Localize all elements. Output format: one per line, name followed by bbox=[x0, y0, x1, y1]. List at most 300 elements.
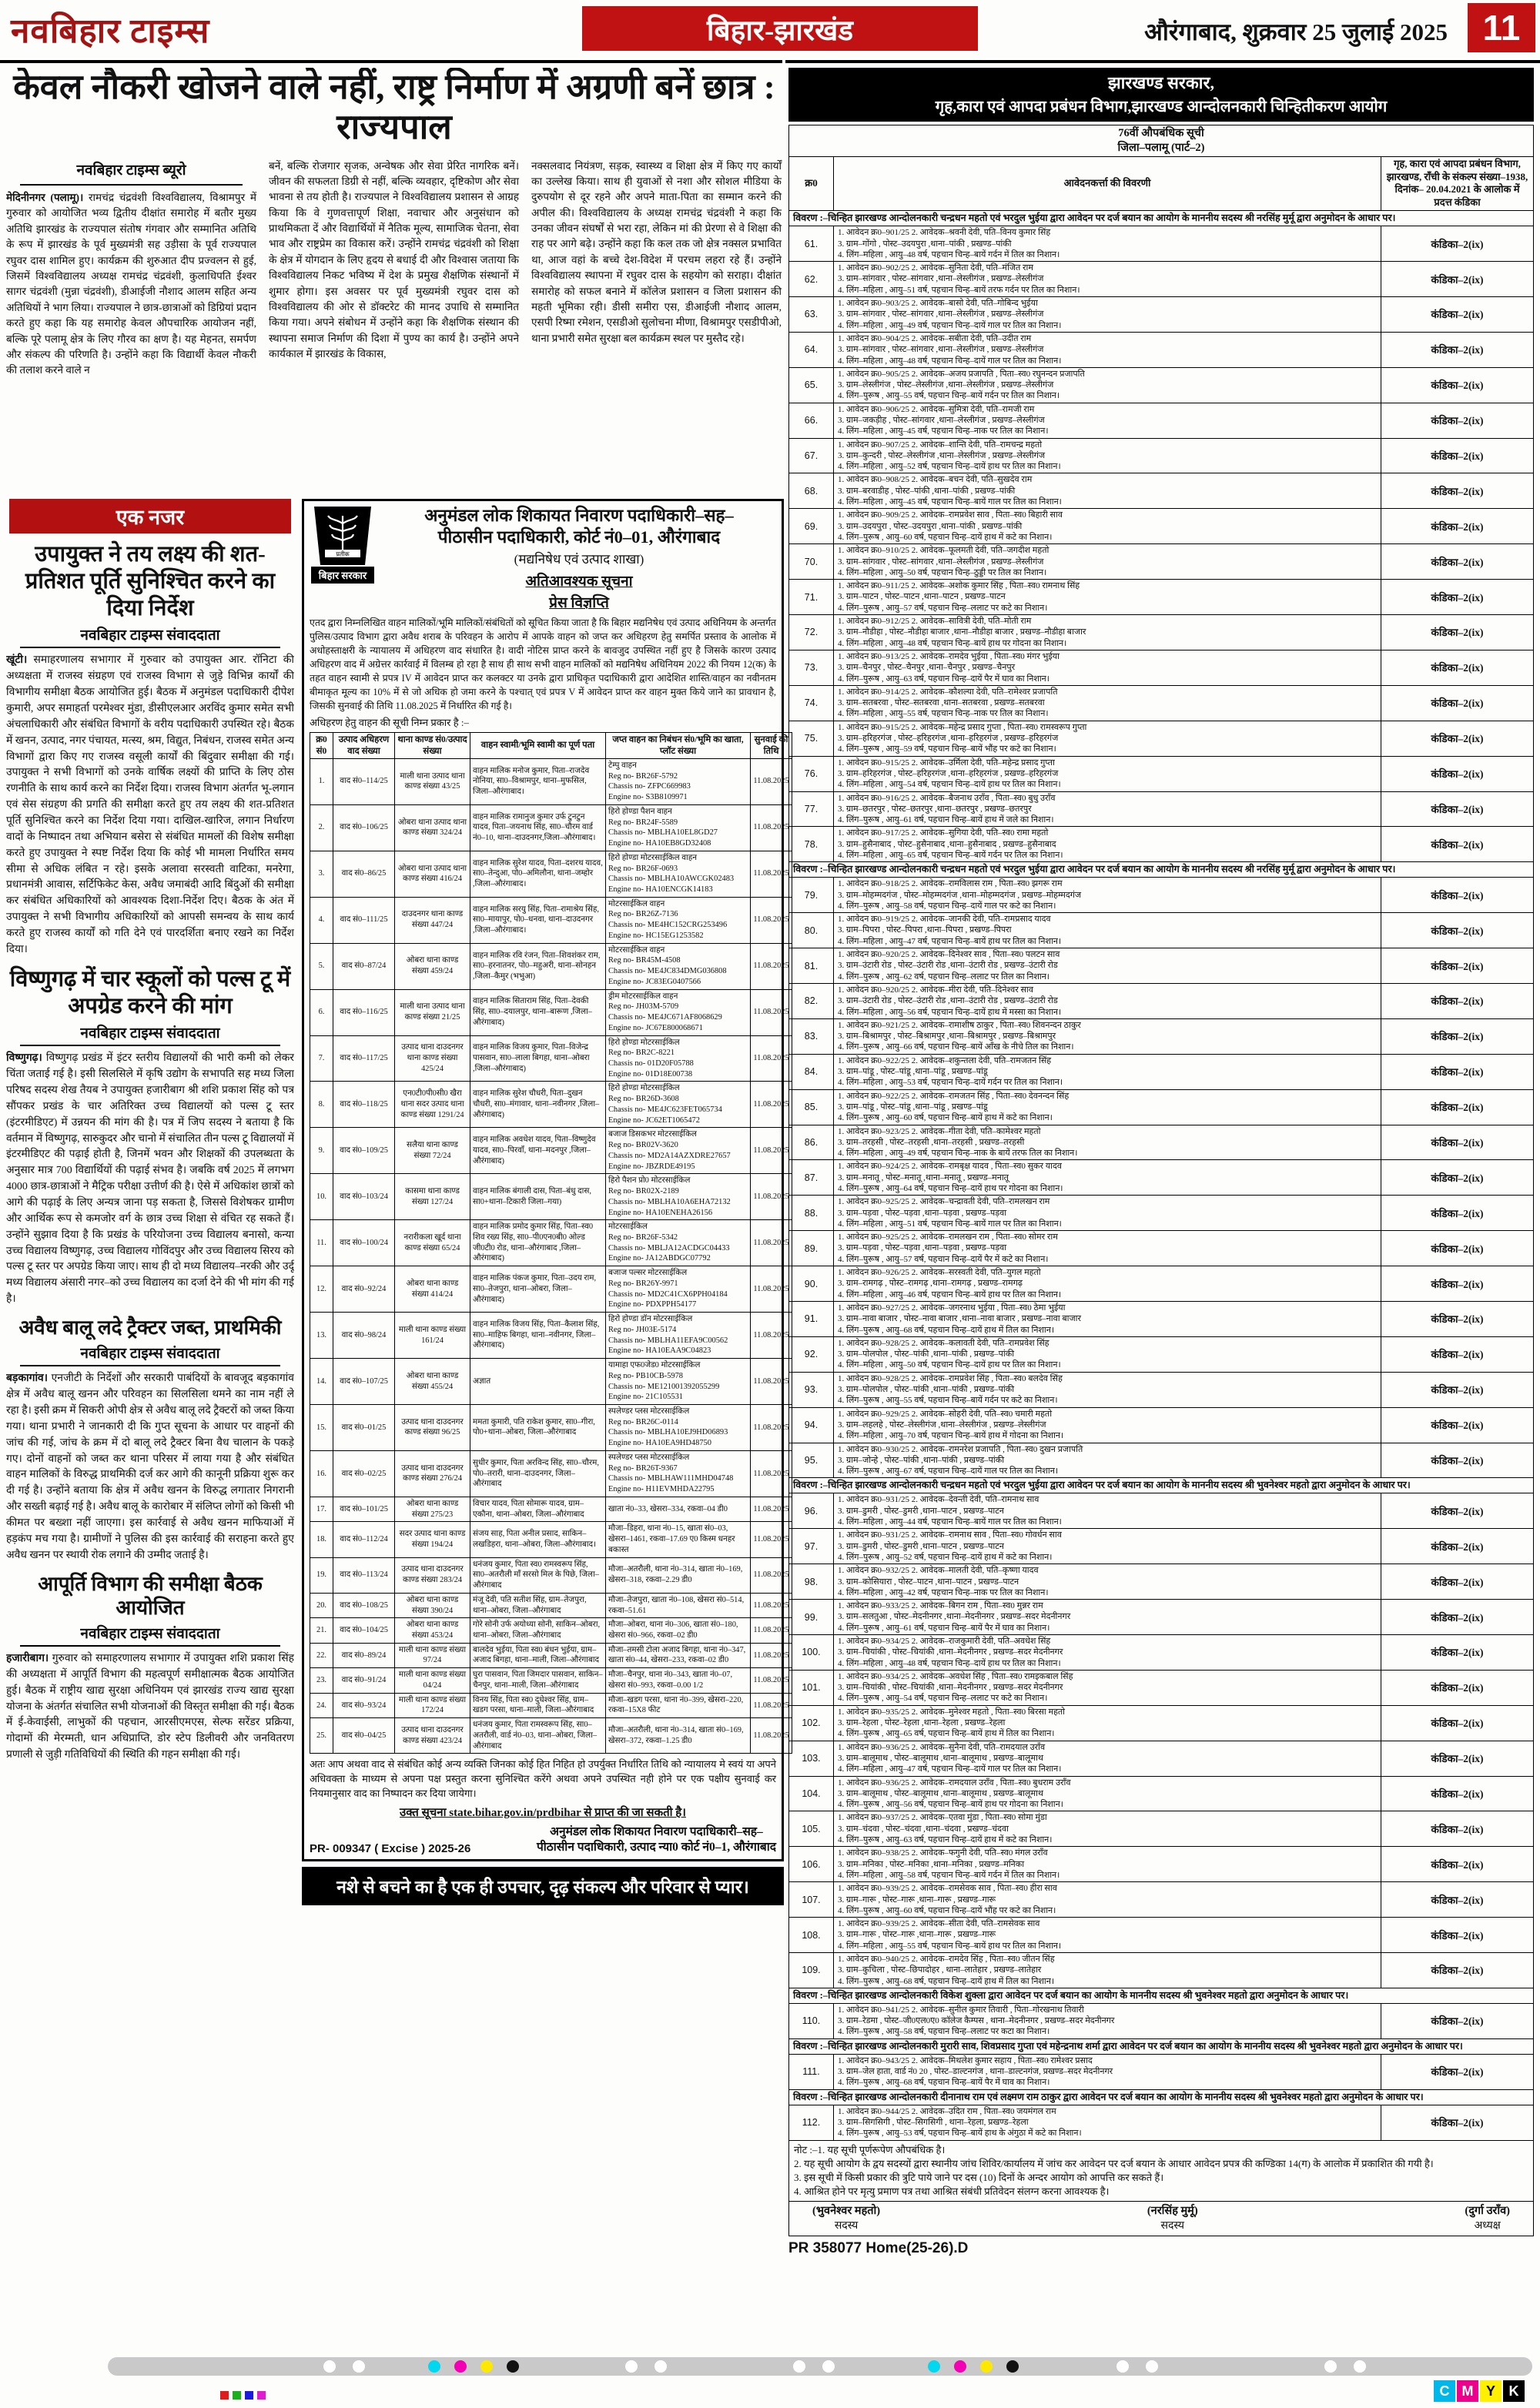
kandika-cell: कंडिका–2(ix) bbox=[1381, 1847, 1534, 1882]
vehicle-line: Engine no- H11EVMHDA22795 bbox=[608, 1485, 715, 1494]
owner-cell: वाहन मालिक सरयु सिंह, पिता–रामाश्रेय सिंह, सा0–मायापुर, पो0–धनवा, थाना–दाउदनगर ,जिला–औरंगाबाद। bbox=[470, 897, 606, 943]
case-no-cell: वाद सं0–117/25 bbox=[333, 1035, 395, 1082]
excise-header-row bbox=[310, 733, 792, 759]
applicant-line3: 4. लिंग–पुरूष , आयु–68 वर्ष, पहचान चिन्ह–दायें हाथ में तिल का निशान। bbox=[838, 1976, 1055, 1986]
serial-cell: 4. bbox=[310, 897, 333, 943]
vehicle-line: Engine no- PDXPPH54177 bbox=[608, 1300, 697, 1309]
color-dot bbox=[454, 2360, 467, 2373]
applicant-cell bbox=[834, 948, 1381, 984]
owner-cell: विचार यादव, पिता सोमारू यादव, ग्राम–एकौना, थाना–ओबरा, जिला–औरंगाबाद bbox=[470, 1497, 606, 1521]
police-case-cell: उत्पाद थाना दाउदनगर काण्ड संख्या 276/24 bbox=[395, 1450, 470, 1497]
vehicle-cell bbox=[606, 758, 751, 804]
case-no-cell: वाद सं0–103/24 bbox=[333, 1174, 395, 1220]
col-kandika: गृह, कारा एवं आपदा प्रबंधन विभाग, झारखण्ड, राँची के संकल्प संख्या–1938, दिनांक– 20.04.2021 के आलोक में प्रदत्त कंडिका bbox=[1381, 156, 1534, 211]
applicant-line1: 1. आवेदन क्र0–905/25 2. आवेदक–अजय प्रजापति , पिता–स्व0 रघुनन्दन प्रजापति bbox=[838, 369, 1085, 379]
owner-cell: वाहन मालिक रामानुज कुमार उर्फ टुनटुन यादव, पिता–जयनाथ सिंह, सा0–चौरम वार्ड नं0–10, थाना–दाउदनगर,जिला–औरंगाबाद। bbox=[470, 804, 606, 851]
serial-cell: 81. bbox=[789, 948, 834, 984]
entry-row bbox=[789, 332, 1534, 367]
serial-cell: 111. bbox=[789, 2054, 834, 2089]
applicant-line3: 4. लिंग–महिला , आयु–45 वर्ष, पहचान चिन्ह–नाक पर तिल का निशान। bbox=[838, 426, 1049, 436]
applicant-line3: 4. लिंग–महिला , आयु–51 वर्ष, पहचान चिन्ह–बायें गाल पर तिल का निशान। bbox=[838, 1219, 1062, 1229]
police-case-cell: ओबरा थाना उत्पाद थाना काण्ड संख्या 416/24 bbox=[395, 851, 470, 897]
article-body: हजारीबाग। गुरुवार को समाहरणालय सभागार में उपायुक्त शशि प्रकाश सिंह की अध्यक्षता में आपूर्ति विभाग की महत्वपूर्ण समीक्षात्मक बैठक आयोजित हुई। बैठक में राष्ट्रीय खाद्य सुरक्षा अधिनियम एवं झारखंड राज्य खाद्य सुरक्षा योजना के अंतर्गत संचालित सभी योजनाओं की विस्तृत समीक्षा की गई। बैठक में ई-केवाईसी, लाभुकों की पहचान, आरसीएमएस, सेल्फ सरेंडर प्रक्रिया, गोदामों की मेरम्मती, धान अधिप्राप्ति, डोर स्टेप डिलीवरी और जनवितरण प्रणाली से जुड़ी गतिविधियों की स्थिति की गहन समीक्षा की गई। bbox=[6, 1652, 294, 1761]
kandika-cell: कंडिका–2(ix) bbox=[1381, 2003, 1534, 2038]
vehicle-cell bbox=[606, 1618, 751, 1643]
kandika-cell: कंडिका–2(ix) bbox=[1381, 1705, 1534, 1741]
case-no-cell: वाद सं0–108/25 bbox=[333, 1593, 395, 1617]
kandika-cell: कंडिका–2(ix) bbox=[1381, 650, 1534, 685]
color-dot bbox=[625, 2360, 638, 2373]
serial-cell: 64. bbox=[789, 332, 834, 367]
vehicle-line: Chassis no- ME4JC623FET065734 bbox=[608, 1105, 722, 1114]
vehicle-line: यामाहा एफ0जेड0 मोटरसाईकिल bbox=[608, 1361, 701, 1370]
signatory-role: सदस्य bbox=[834, 2219, 859, 2232]
color-dot bbox=[428, 2360, 440, 2373]
hearing-date-cell: 11.08.2025 bbox=[751, 1718, 792, 1754]
serial-cell: 95. bbox=[789, 1443, 834, 1478]
vehicle-line: Engine no- HA10ENEHA26156 bbox=[608, 1208, 713, 1217]
kandika-cell: कंडिका–2(ix) bbox=[1381, 544, 1534, 580]
entry-row bbox=[789, 1231, 1534, 1266]
serial-cell: 65. bbox=[789, 367, 834, 403]
owner-cell: वाहन मालिक पंकज कुमार, पिता–उदय राम, सा0–तेजपुरा, थाना–ओबरा, जिला–औरंगाबाद) bbox=[470, 1266, 606, 1313]
applicant-line1: 1. आवेदन क्र0–924/25 2. आवेदक–रामबृक्ष यादव , पिता–स्व0 सुकर यादव bbox=[838, 1162, 1062, 1172]
applicant-line1: 1. आवेदन क्र0–925/25 2. आवेदक–रामलखन राम , पिता–स्व0 सोमर राम bbox=[838, 1232, 1058, 1242]
signatory-name: (नरसिंह मुर्मू) bbox=[1147, 2205, 1198, 2218]
vehicle-line: मौजा–अतरौली, थाना नं0–314, खाता नं0–169, खेसरा–318, रकवा–2.29 डी0 bbox=[608, 1565, 743, 1585]
section-banner: बिहार-झारखंड bbox=[582, 6, 978, 51]
applicant-cell bbox=[834, 262, 1381, 297]
applicant-line2: 3. ग्राम–सतबरवा , पोस्ट–सतबरवा ,थाना–सतबरवा , प्रखण्ड–सतबरवा bbox=[838, 698, 1045, 708]
applicant-line2: 3. ग्राम–गारू , पोस्ट–गारू ,थाना–गारू , प्रखण्ड–गारू bbox=[838, 1930, 996, 1940]
police-case-cell: ओबरा थाना काण्ड संख्या 459/24 bbox=[395, 943, 470, 989]
entry-row bbox=[789, 1054, 1534, 1089]
hearing-date-cell: 11.08.2025 bbox=[751, 989, 792, 1035]
applicant-cell bbox=[834, 791, 1381, 827]
case-no-cell: वाद सं0–116/25 bbox=[333, 989, 395, 1035]
kandika-cell: कंडिका–2(ix) bbox=[1381, 1443, 1534, 1478]
serial-cell: 69. bbox=[789, 509, 834, 544]
applicant-cell bbox=[834, 1160, 1381, 1196]
vehicle-cell bbox=[606, 1718, 751, 1754]
applicant-line2: 3. ग्राम–नौडीहा , पोस्ट–नौडीहा बाजार ,थाना–नौडीहा बाजार , प्रखण्ड–नौडीहा बाजार bbox=[838, 627, 1086, 637]
applicant-cell bbox=[834, 1018, 1381, 1054]
entry-row bbox=[789, 509, 1534, 544]
applicant-line1: 1. आवेदन क्र0–914/25 2. आवेदक–कौशल्या देवी, पति–रामेश्वर प्रजापति bbox=[838, 687, 1058, 697]
applicant-cell bbox=[834, 1443, 1381, 1478]
serial-cell: 82. bbox=[789, 983, 834, 1018]
entry-row bbox=[789, 1882, 1534, 1918]
vehicle-line: Engine no- HA10EA9HD48750 bbox=[608, 1439, 711, 1448]
applicant-cell bbox=[834, 367, 1381, 403]
serial-cell: 90. bbox=[789, 1266, 834, 1302]
vivaran-row bbox=[789, 1988, 1534, 2003]
owner-cell: गोरे सोनी उर्फ अयोध्या सोनी, साकिन–ओबरा, थाना–ओबरा, जिला–औरंगाबाद bbox=[470, 1618, 606, 1643]
article-headline: विष्णुगढ़ में चार स्कूलों को पल्स टू में अपग्रेड करने की मांग bbox=[9, 966, 291, 1018]
vehicle-line: Chassis no- ME121001392055299 bbox=[608, 1382, 720, 1391]
applicant-line3: 4. लिंग–पुरूष , आयु–60 वर्ष, पहचान चिन्ह–बायें हाथ में कटे का निशान। bbox=[838, 1113, 1053, 1123]
applicant-line1: 1. आवेदन क्र0–939/25 2. आवेदक–रामसेवक साव , पिता–स्व0 हीरा साव bbox=[838, 1884, 1057, 1894]
serial-cell: 18. bbox=[310, 1522, 333, 1557]
serial-cell: 77. bbox=[789, 791, 834, 827]
applicant-line2: 3. ग्राम–कुचिला , पोस्ट–छिपादोहर , थाना–लातेहार , प्रखण्ड–लातेहार bbox=[838, 1965, 1042, 1975]
applicant-line1: 1. आवेदन क्र0–943/25 2. आवेदक–मिथलेश कुमार सहाय , पिता–स्व0 रामेश्वर प्रसाद bbox=[838, 2055, 1093, 2065]
kandika-cell: कंडिका–2(ix) bbox=[1381, 1266, 1534, 1302]
hearing-date-cell: 11.08.2025 bbox=[751, 943, 792, 989]
masthead-title: नवबिहार टाइम्स bbox=[11, 12, 210, 50]
applicant-line3: 4. लिंग–पुरूष , आयु–52 वर्ष, पहचान चिन्ह–दायें हाथ में कटे का निशान। bbox=[838, 1552, 1053, 1562]
case-no-cell: वाद सं0–02/25 bbox=[333, 1450, 395, 1497]
vehicle-line: स्पलेण्डर प्लस मोटरसाईकिल bbox=[608, 1453, 690, 1462]
serial-cell: 83. bbox=[789, 1018, 834, 1054]
vehicle-cell bbox=[606, 1593, 751, 1617]
color-dot bbox=[353, 2360, 365, 2373]
dateline: औरंगाबाद, शुक्रवार 25 जुलाई 2025 bbox=[1144, 18, 1448, 45]
applicant-line3: 4. लिंग–पुरूष , आयु–58 वर्ष, पहचान चिन्ह–ललाट पर कटा का निशान। bbox=[838, 2027, 1050, 2037]
applicant-cell bbox=[834, 913, 1381, 948]
police-case-cell: सलैया थाना काण्ड संख्या 72/24 bbox=[395, 1128, 470, 1174]
kandika-cell: कंडिका–2(ix) bbox=[1381, 756, 1534, 791]
note-line: 2. यह सूची आयोग के द्वय सदस्यों द्वारा स्थानीय जांच शिविर/कार्यालय में जांच कर आवेदन पर दर्ज बयान के आधार आवेदन प्रपत्र की कण्डिका 14(ग) के आलोक में प्रकाशित की गयी है। bbox=[794, 2157, 1434, 2169]
info-url: उक्त सूचना state.bihar.gov.in/prdbihar से प्राप्त की जा सकती है। bbox=[400, 1806, 686, 1819]
signatory bbox=[812, 2204, 880, 2232]
article-body: बनें, बल्कि रोजगार सृजक, अन्वेषक और सेवा प्रेरित नागरिक बनें। जीवन की सफलता डिग्री से नहीं, बल्कि व्यवहार, दृष्टिकोण और सेवा भावना से तय होती है। राज्यपाल ने विश्वविद्यालय प्रशासन से आग्रह किया कि वे गुणवत्तापूर्ण शिक्षा, नवाचार और अनुसंधान को प्राथमिकता दें और विद्यार्थियों में नैतिक मूल्य, सामाजिक चेतना, सेवा भाव और राष्ट्रप्रेम का विकास करें। उन्होंने रामचंद्र चंद्रवंशी को शिक्षा के क्षेत्र में योगदान के लिए हृदय से बधाई दी और विश्वास जताया कि विश्वविद्यालय निकट भविष्य में देश के प्रमुख शैक्षणिक संस्थानों में शुमार होगा। इस अवसर पर पूर्व मुख्यमंत्री रघुवर दास को विश्वविद्यालय की ओर से डॉक्टरेट की मानद उपाधि से सम्मानित किया गया। अपने संबोधन में उन्होंने कहा कि शैक्षणिक संस्थान की स्थापना समाज निर्माण की दिशा में पुण्य का कार्य है। उन्होंने अपने कार्यकाल में झारखंड के विकास, bbox=[269, 159, 519, 360]
entry-row bbox=[789, 1301, 1534, 1336]
excise-notice-box bbox=[302, 499, 789, 1861]
serial-cell: 71. bbox=[789, 580, 834, 615]
applicant-cell bbox=[834, 878, 1381, 913]
serial-cell: 108. bbox=[789, 1918, 834, 1953]
case-no-cell: वाद सं0–89/24 bbox=[333, 1643, 395, 1667]
entry-row bbox=[789, 1600, 1534, 1635]
vehicle-cell bbox=[606, 851, 751, 897]
applicant-line3: 4. लिंग–महिला , आयु–56 वर्ष, पहचान चिन्ह–दायें हाथ में मस्सा का निशान। bbox=[838, 1007, 1062, 1017]
entry-row bbox=[789, 650, 1534, 685]
jh-caption-row bbox=[789, 125, 1534, 157]
applicant-line1: 1. आवेदन क्र0–906/25 2. आवेदक–सुमित्रा देवी, पति–रामजी राम bbox=[838, 404, 1035, 414]
applicant-line2: 3. ग्राम–हुसैनाबाद , पोस्ट–हुसैनाबाद ,थाना–हुसैनाबाद , प्रखण्ड–हुसैनाबाद bbox=[838, 839, 1056, 849]
dateline-lede: हजारीबाग। bbox=[6, 1652, 49, 1664]
vehicle-line: Engine no- HA10EB8GD32408 bbox=[608, 839, 711, 848]
vehicle-cell bbox=[606, 1313, 751, 1359]
article-body: नक्सलवाद नियंत्रण, सड़क, स्वास्थ्य व शिक्षा क्षेत्र में किए गए कार्यों का उल्लेख किया। साथ ही युवाओं से नशा और सोशल मीडिया के दुरुपयोग से दूर रहने और अपने माता-पिता का सम्मान करने की अपील की। विश्वविद्यालय के अध्यक्ष रामचंद्र चंद्रवंशी ने कहा कि उनका जीवन संघर्षों से भरा रहा, लेकिन मां की प्रेरणा से वे शिक्षा की राह पर आगे बढ़े। उन्होंने कहा कि कल तक जो क्षेत्र नक्सल प्रभावित था, आज वहां के बच्चे देश-विदेश में परचम लहरा रहे हैं। उन्होंने विश्वविद्यालय स्थापना में रघुवर दास के सहयोग को सराहा। दीक्षांत समारोह को सफल बनाने में कॉलेज प्रशासन व जिला प्रशासन की महती भूमिका रही। डीसी समीरा एस, डीआईजी नौशाद आलम, एसपी रिष्मा रमेशन, एसडीओ सुलोचना मीणा, विश्रामपुर एसडीपीओ, थाना प्रभारी समेत सुरक्षा बल कार्यक्रम स्थल पर मुस्तैद रहे। bbox=[531, 159, 782, 344]
police-case-cell: नरारीकला खूर्द थाना काण्ड संख्या 65/24 bbox=[395, 1220, 470, 1266]
serial-cell: 100. bbox=[789, 1634, 834, 1670]
applicant-line3: 4. लिंग–महिला , आयु–46 वर्ष, पहचान चिन्ह–बायें हाथ पर तिल का निशान। bbox=[838, 1289, 1062, 1299]
applicant-cell bbox=[834, 1634, 1381, 1670]
entry-row bbox=[789, 913, 1534, 948]
vehicle-line: Chassis no- 01D20F05788 bbox=[608, 1059, 694, 1068]
entry-row bbox=[789, 827, 1534, 862]
serial-cell: 8. bbox=[310, 1082, 333, 1128]
kandika-cell: कंडिका–2(ix) bbox=[1381, 615, 1534, 650]
entry-row bbox=[789, 403, 1534, 438]
entry-row bbox=[789, 1741, 1534, 1776]
case-no-cell: वाद सं0–98/24 bbox=[333, 1313, 395, 1359]
vehicle-line: Reg no- BR2C-8221 bbox=[608, 1048, 675, 1058]
entry-row bbox=[789, 685, 1534, 721]
applicant-line2: 3. ग्राम–चैनपुर , पोस्ट–चैनपुर ,थाना–चैनपुर , प्रखण्ड–चैनपुर bbox=[838, 663, 1016, 673]
entry-row bbox=[789, 756, 1534, 791]
applicant-line2: 3. ग्राम–सांगवार , पोस्ट–सांगवार ,थाना–लेस्लीगंज , प्रखण्ड–लेस्लीगंज bbox=[838, 274, 1044, 284]
serial-cell: 103. bbox=[789, 1741, 834, 1776]
applicant-line3: 4. लिंग–महिला , आयु–48 वर्ष, पहचान चिन्ह–बायें हाथ पर गोदना का निशान। bbox=[838, 638, 1067, 648]
vehicle-line: Engine no- JC67E800068671 bbox=[608, 1023, 703, 1032]
applicant-line1: 1. आवेदन क्र0–901/25 2. आवेदक–श्रवनी देवी, पति–विनय कुमार सिंह bbox=[838, 228, 1051, 238]
table-row bbox=[310, 1522, 792, 1557]
applicant-cell bbox=[834, 1196, 1381, 1231]
color-dot bbox=[1354, 2360, 1366, 2373]
serial-cell: 70. bbox=[789, 544, 834, 580]
lead-headline: केवल नौकरी खोजने वाले नहीं, राष्ट्र निर्माण में अग्रणी बनें छात्र : राज्यपाल bbox=[13, 68, 775, 146]
lead-columns bbox=[6, 159, 782, 379]
applicant-line1: 1. आवेदन क्र0–920/25 2. आवेदक–मीरा देवी, पति–दिनेश्वर साव bbox=[838, 985, 1033, 995]
jh-colheader-row bbox=[789, 156, 1534, 211]
serial-cell: 13. bbox=[310, 1313, 333, 1359]
jh-pr-number: PR 358077 Home(25-26).D bbox=[788, 2239, 969, 2256]
table-row bbox=[310, 1405, 792, 1451]
notice-intro: एतद द्वारा निम्नलिखित वाहन मालिकों/भूमि मालिकों/संबंधितों को सूचित किया जाता है कि बिहार मद्यनिषेध एवं उत्पाद अधिनियम के अन्तर्गत पुलिस/उत्पाद विभाग द्वारा अवैध शराब के परिवहन के आरोप में आपके वाहन को जप्त कर अधिहरण हेतु समर्पित प्रस्ताव के आलोक में अधोहस्ताक्षरी के न्यायालय में अधिहरण वाद संधारित है। वादी नोटिस प्राप्त करने के बावजुद उपस्थित नहीं हुए है जिसके कारण उत्पाद अधिहरण वाद में अग्रेत्तर कार्रवाई में विलम्ब हो रहा है साथ ही साथ सभी वाहन मालिकों को मद्यनिषेध अधिनियम 2022 की नियम 12(क) के तहत वाहन स्वामी से प्रपत्र IV में आवेदन प्राप्त कर कलक्टर या उनके द्वारा प्राधिकृत पदाधिकारी द्वारा आदेशित शास्ति/वाहन का नवीनतम बीमाकृत मूल्य का 10% में से जो अधिक हो जमा करने के पश्चात् एवं प्रपत्र V में आवेदन प्राप्त कर वाहन मुक्त किये जाने का प्रावधान है, जिसकी सुनवाई की तिथि 11.08.2025 में निर्धारित की गई है। bbox=[310, 617, 776, 712]
police-case-cell: एन0टी0पी0सी0 खैरा थाना सदर उत्पाद थाना काण्ड संख्या 1291/24 bbox=[395, 1082, 470, 1128]
entry-row bbox=[789, 438, 1534, 473]
vehicle-cell bbox=[606, 1174, 751, 1220]
dateline-lede: बड़कागांव। bbox=[6, 1373, 49, 1385]
applicant-cell bbox=[834, 1776, 1381, 1811]
applicant-line3: 4. लिंग–महिला , आयु–45 वर्ष, पहचान चिन्ह–बायें गाल पर तिल का निशान। bbox=[838, 497, 1062, 507]
color-dot bbox=[480, 2360, 493, 2373]
police-case-cell: माली थाना काण्ड संख्या 97/24 bbox=[395, 1643, 470, 1667]
applicant-line2: 3. ग्राम–मोहम्मदगंज , पोस्ट–मोहम्मदगंज ,थाना–मोहम्मदगंज , प्रखण्ड–मोहम्मदगंज bbox=[838, 890, 1082, 900]
applicant-cell bbox=[834, 615, 1381, 650]
hearing-date-cell: 11.08.2025 bbox=[751, 1668, 792, 1693]
applicant-line1: 1. आवेदन क्र0–944/25 2. आवेदक–उदित राम , पिता–स्व0 जयमंगल राम bbox=[838, 2106, 1056, 2116]
applicant-line1: 1. आवेदन क्र0–939/25 2. आवेदक–सीता देवी, पति–रामसेवक साव bbox=[838, 1919, 1040, 1929]
vehicle-line: मौजा–तेजपुरा, खाता नं0–108, खेसरा सं0–514, रकवा–51.61 bbox=[608, 1595, 745, 1615]
kandika-cell: कंडिका–2(ix) bbox=[1381, 878, 1534, 913]
owner-cell: वाहन मालिक विजय कुमार, पिता–विजेन्द्र पासवान, सा0–लाला बिगहा, थाना–ओबरा ,जिला–औरंगाबाद) bbox=[470, 1035, 606, 1082]
serial-cell: 25. bbox=[310, 1718, 333, 1754]
entry-row bbox=[789, 1776, 1534, 1811]
lead-byline: नवबिहार टाइम्स ब्यूरो bbox=[20, 160, 243, 186]
applicant-line2: 3. ग्राम–उदयपुरा , पोस्ट–उदयपुरा ,थाना–पांकी , प्रखण्ड–पांकी bbox=[838, 521, 1023, 531]
table-row bbox=[310, 1174, 792, 1220]
entry-row bbox=[789, 1953, 1534, 1988]
applicant-line3: 4. लिंग–पुरूष , आयु–54 वर्ष, पहचान चिन्ह–ललाट पर कटे का निशान। bbox=[838, 1694, 1048, 1704]
page-number: 11 bbox=[1468, 3, 1535, 52]
vehicle-line: Engine no- HA10ENCGK14183 bbox=[608, 885, 713, 894]
police-case-cell: ओबरा थाना काण्ड संख्या 453/24 bbox=[395, 1618, 470, 1643]
article-column bbox=[531, 159, 782, 379]
signatory bbox=[1147, 2204, 1198, 2232]
table-row bbox=[310, 1313, 792, 1359]
hearing-date-cell: 11.08.2025 bbox=[751, 1557, 792, 1593]
kandika-cell: कंडिका–2(ix) bbox=[1381, 367, 1534, 403]
district-title: जिला–पलामू (पार्ट–2) bbox=[1117, 141, 1205, 154]
kandika-cell: कंडिका–2(ix) bbox=[1381, 1529, 1534, 1564]
hearing-date-cell: 11.08.2025 bbox=[751, 804, 792, 851]
applicant-line2: 3. ग्राम–पिपरा , पोस्ट–पिपरा ,थाना–पिपरा , प्रखण्ड–पिपरा bbox=[838, 925, 1012, 935]
applicant-line1: 1. आवेदन क्र0–911/25 2. आवेदक–अशोक कुमार सिंह , पिता–स्व0 रामनाथ सिंह bbox=[838, 581, 1080, 591]
kandika-cell: कंडिका–2(ix) bbox=[1381, 1953, 1534, 1988]
vehicle-line: Chassis no- ME4JC834DMG036808 bbox=[608, 967, 727, 976]
applicant-line1: 1. आवेदन क्र0–908/25 2. आवेदक–बचन देवी, पति–सुखदेव राम bbox=[838, 475, 1033, 485]
serial-cell: 102. bbox=[789, 1705, 834, 1741]
entry-row bbox=[789, 1493, 1534, 1529]
col-serial: क्र0 bbox=[789, 156, 834, 211]
serial-cell: 11. bbox=[310, 1220, 333, 1266]
table-row bbox=[310, 758, 792, 804]
vehicle-line: बजाज डिसकभर मोटरसाईकिल bbox=[608, 1130, 697, 1139]
applicant-line1: 1. आवेदन क्र0–920/25 2. आवेदक–दिनेश्वर साव , पिता–स्व0 पलटन साव bbox=[838, 950, 1060, 960]
press-release-label: प्रेस विज्ञप्ति bbox=[549, 595, 609, 612]
applicant-line3: 4. लिंग–पुरूष , आयु–61 वर्ष, पहचान चिन्ह–बायें हाथ में जले का निशान। bbox=[838, 815, 1054, 825]
applicant-cell bbox=[834, 1266, 1381, 1302]
kandika-cell: कंडिका–2(ix) bbox=[1381, 721, 1534, 756]
applicant-cell bbox=[834, 1372, 1381, 1407]
entry-row bbox=[789, 1336, 1534, 1372]
cmyk-mark: K bbox=[1503, 2380, 1525, 2402]
applicant-line3: 4. लिंग–महिला , आयु–44 वर्ष, पहचान चिन्ह–बायें गाल पर तिल का निशान। bbox=[838, 1517, 1062, 1527]
case-no-cell: वाद सं0–111/25 bbox=[333, 897, 395, 943]
color-dot bbox=[954, 2360, 966, 2373]
applicant-line2: 3. ग्राम–पाटन , पोस्ट–पाटन ,थाना–पाटन , प्रखण्ड–पाटन bbox=[838, 592, 1006, 602]
applicant-line3: 4. लिंग–महिला , आयु–48 वर्ष, पहचान चिन्ह–बायें गर्दन में तिल का निशान। bbox=[838, 249, 1060, 259]
police-case-cell: कासमा थाना काण्ड संख्या 127/24 bbox=[395, 1174, 470, 1220]
case-no-cell: वाद सं0–86/25 bbox=[333, 851, 395, 897]
serial-cell: 101. bbox=[789, 1670, 834, 1705]
applicant-line1: 1. आवेदन क्र0–931/25 2. आवेदक–रामनाथ साव , पिता–स्व0 गोवर्धन साव bbox=[838, 1530, 1062, 1540]
vehicle-line: हिरो होण्डा मोटरसाईकिल bbox=[608, 1038, 680, 1047]
hearing-date-cell: 11.08.2025 bbox=[751, 1035, 792, 1082]
case-no-cell: वाद सं0–91/24 bbox=[333, 1668, 395, 1693]
applicant-line3: 4. लिंग–पुरूष , आयु–65 वर्ष, पहचान चिन्ह–बायें हाथ में तिल का निशान। bbox=[838, 1729, 1055, 1739]
note-line: 3. इस सूची में किसी प्रकार की त्रुटि पाये जाने पर दस (10) दिनों के अन्दर आयोग को आपत्ति कर सकते हैं। bbox=[794, 2171, 1164, 2183]
cmyk-mark: C bbox=[1434, 2380, 1455, 2402]
color-dot bbox=[1324, 2360, 1337, 2373]
applicant-line1: 1. आवेदन क्र0–916/25 2. आवेदक–बैजनाथ उराँव , पिता–स्व0 बुधु उराँव bbox=[838, 793, 1056, 803]
registration-mark bbox=[257, 2391, 266, 2400]
serial-cell: 105. bbox=[789, 1811, 834, 1847]
vehicle-line: Engine no- 01D18E00738 bbox=[608, 1069, 693, 1079]
table-header-cell: सुनवाई की तिथि bbox=[751, 733, 792, 759]
table-row bbox=[310, 989, 792, 1035]
entry-row bbox=[789, 1372, 1534, 1407]
vehicle-line: Reg no- BR02V-3620 bbox=[608, 1141, 678, 1150]
excise-table bbox=[310, 732, 792, 1754]
vehicle-line: हिरो होण्डा डॉन मोटरसाईकिल bbox=[608, 1315, 693, 1324]
applicant-cell bbox=[834, 1493, 1381, 1529]
serial-cell: 24. bbox=[310, 1693, 333, 1717]
header-rule-right bbox=[785, 60, 1540, 63]
vehicle-line: Engine no- JC83EG0407566 bbox=[608, 977, 701, 986]
kandika-cell: कंडिका–2(ix) bbox=[1381, 1407, 1534, 1443]
dateline-lede: मेदिनीनगर (पलामू)। bbox=[6, 192, 84, 203]
table-row bbox=[310, 897, 792, 943]
applicant-line1: 1. आवेदन क्र0–921/25 2. आवेदक–रामाशीष ठाकुर , पिता–स्व0 शिवनन्दन ठाकुर bbox=[838, 1020, 1081, 1030]
owner-cell: घुरा पासवान, पिता जिमदार पासवान, साकिन–चैनपुर, थाना–माली, जिला–औरंगाबाद bbox=[470, 1668, 606, 1693]
applicant-line1: 1. आवेदन क्र0–936/25 2. आवेद​क–रामदयाल उराँव , पिता–स्व0 बुधराम उराँव bbox=[838, 1778, 1071, 1788]
applicant-line3: 4. लिंग–महिला , आयु–42 वर्ष, पहचान चिन्ह–नाक पर तिल का निशान। bbox=[838, 1587, 1049, 1597]
applicant-line2: 3. ग्राम–पांडू , पोस्ट–पांडू ,थाना–पांडू , प्रखण्ड–पांडू bbox=[838, 1067, 988, 1077]
entry-row bbox=[789, 615, 1534, 650]
article-body: विष्णुगढ़। विष्णुगढ़ प्रखंड में इंटर स्तरीय विद्यालयों की भारी कमी को लेकर चिंता जताई गई है। इसी सिलसिले में कृषि उद्योग के सभापति सह मध्य जिला परिषद सदस्य शेख तैयब ने उपायुक्त हजारीबाग श्री शशि प्रकाश सिंह को पत्र सौंपकर प्रखंड के चार अतिरिक्त उच्च विद्यालयों को पल्स टू स्तर (इंटरमीडिएट) में उन्नयन की मांग की है। पत्र में जिप सदस्य ने बताया है कि वर्तमान में विष्णुगढ़, सारुकुदर और चानो में संचालित तीन पल्स टू विद्यालयों में इंटरमीडिएट की पढ़ाई होती है, जिनमें भवन और शिक्षकों की उपलब्धता के अनुसार मात्र 700 विद्यार्थियों की पढ़ाई संभव है। जबकि वर्ष 2025 में लगभग 4000 छात्र-छात्राओं ने मैट्रिक परीक्षा उत्तीर्ण की है। ऐसे में अधिकांश छात्रों को आगे की पढ़ाई के लिए अन्यत्र जाना पड़ सकता है, जिससे विशेषकर ग्रामीण और आर्थिक रूप से कमजोर वर्ग के छात्र उच्च शिक्षा से वंचित रह सकते हैं। उन्होंने सुझाव दिया है कि प्रखंड के परियोजना उच्च विद्यालय बनासो, कन्या उच्च विद्यालय विष्णुगढ़, उच्च विद्यालय गोविंदपुर और उच्च विद्यालय सिरय को पल्स टू स्तर पर अपग्रेड किया जाए। साथ ही दो मध्य विद्यालय–नरकी और उर्दू मध्य विद्यालय अंसारी नगर–को उच्च विद्यालय का दर्जा देने की भी मांग की गई है। bbox=[6, 1052, 294, 1306]
jh-govt-title: झारखण्ड सरकार, bbox=[1107, 73, 1214, 92]
applicant-line1: 1. आवेदन क्र0–922/25 2. आवेदक–रामजतन सिंह , पिता–स्व0 देवनन्दन सिंह bbox=[838, 1091, 1070, 1101]
applicant-line2: 3. ग्राम–सांगवार , पोस्ट–सांगवार ,थाना–लेस्लीगंज , प्रखण्ड–लेस्लीगंज bbox=[838, 557, 1044, 567]
applicant-cell bbox=[834, 756, 1381, 791]
applicant-line1: 1. आवेदन क्र0–935/25 2. आवेदक–मुनेश्वर महतो , पिता–स्व0 बिरसा महतो bbox=[838, 1707, 1066, 1717]
registration-mark bbox=[245, 2391, 253, 2400]
vivaran-text: विवरण :–चिन्हित झारखण्ड आन्दोलनकारी चन्द्रधन महतो एवं भरदुल भुईया द्वारा आवेदन पर दर्ज बयान का आयोग के माननीय सदस्य श्री भुवनेश्वर महतो द्वारा अनुमोदन के आधार पर। bbox=[789, 1478, 1534, 1493]
serial-cell: 92. bbox=[789, 1336, 834, 1372]
applicant-line3: 4. लिंग–महिला , आयु–51 वर्ष, पहचान चिन्ह–बायें तरफ गर्दन पर तिल का निशान। bbox=[838, 285, 1080, 295]
applicant-line1: 1. आवेदन क्र0–927/25 2. आवेदक–जगरनाथ भुईया , पिता–स्व0 ठेमा भुईया bbox=[838, 1303, 1066, 1313]
applicant-line3: 4. लिंग–पुरूष , आयु–60 वर्ष, पहचान चिन्ह–दायें हाथ में कटे का निशान। bbox=[838, 532, 1053, 542]
vehicle-line: मोटरसाईकिल bbox=[608, 1222, 648, 1232]
color-dot bbox=[793, 2360, 805, 2373]
applicant-cell bbox=[834, 983, 1381, 1018]
case-no-cell: वाद सं0–87/24 bbox=[333, 943, 395, 989]
table-row bbox=[310, 851, 792, 897]
cmyk-mark: Y bbox=[1480, 2380, 1502, 2402]
jh-dept-title: गृह,कारा एवं आपदा प्रबंधन विभाग,झारखण्ड आन्दोलनकारी चिन्हितीकरण आयोग bbox=[935, 99, 1388, 115]
owner-cell: बालदेव भुईया, पिता स्व0 बंधन भुईया, ग्राम–अजाद बिगहा, थाना–माली, जिला–औरंगाबाद bbox=[470, 1643, 606, 1667]
police-case-cell: ओबरा थाना काण्ड संख्या 455/24 bbox=[395, 1359, 470, 1405]
applicant-line1: 1. आवेदन क्र0–928/25 2. आवेदक–कलावती देवी, पति–रामप्रवेश सिंह bbox=[838, 1338, 1050, 1348]
owner-cell: धनंजय कुमार, पिता स्व0 रामस्वरूप सिंह, सा0–अतरौली माँ सरसो मिल के पिछे, जिला–औरंगाबाद bbox=[470, 1557, 606, 1593]
vehicle-line: Engine no- S3B8109971 bbox=[608, 793, 688, 802]
police-case-cell: उत्पाद थाना दाउदनगर थाना काण्ड संख्या 425/24 bbox=[395, 1035, 470, 1082]
serial-cell: 66. bbox=[789, 403, 834, 438]
vehicle-cell bbox=[606, 1557, 751, 1593]
police-case-cell: माली थाना काण्ड संख्या 04/24 bbox=[395, 1668, 470, 1693]
applicant-line3: 4. लिंग–पुरूष , आयु–53 वर्ष, पहचान चिन्ह–बायें हाथ के अंगुठा में कटे का निशान। bbox=[838, 2129, 1082, 2139]
vehicle-line: हिरो पैशन प्रो0 मोटरसाईकिल bbox=[608, 1176, 691, 1186]
kandika-cell: कंडिका–2(ix) bbox=[1381, 1564, 1534, 1600]
serial-cell: 78. bbox=[789, 827, 834, 862]
applicant-line3: 4. लिंग–पुरूष , आयु–55 वर्ष, पहचान चिन्ह–बायें गर्दन पर कटे का निशान। bbox=[838, 1396, 1058, 1406]
applicant-line3: 4. लिंग–पुरूष , आयु–62 वर्ष, पहचान चिन्ह–ललाट पर तिल का निशान। bbox=[838, 972, 1050, 982]
applicant-line3: 4. लिंग–पुरूष , आयु–63 वर्ष, पहचान चिन्ह–दायें हाथ में कटे का निशान। bbox=[838, 1835, 1053, 1845]
applicant-cell bbox=[834, 580, 1381, 615]
applicant-line1: 1. आवेदन क्र0–922/25 2. आवेदक–शकुन्तला देवी, पति–रामजतन सिंह bbox=[838, 1055, 1052, 1065]
applicant-line3: 4. लिंग–महिला , आयु–58 वर्ष, पहचान चिन्ह–बायें गर्दन में तिल का निशान। bbox=[838, 1870, 1060, 1880]
applicant-line3: 4. लिंग–महिला , आयु–48 वर्ष, पहचान चिन्ह–दायें गाल पर तिल का निशान। bbox=[838, 356, 1062, 366]
hearing-date-cell: 11.08.2025 bbox=[751, 1450, 792, 1497]
vehicle-line: मौजा–तमसी टोला अजाद बिगहा, थाना नं0–347, खाता सं0–44, खेसरा–233, रकवा–02 डी0 bbox=[608, 1645, 746, 1665]
hearing-date-cell: 11.08.2025 bbox=[751, 1618, 792, 1643]
hearing-date-cell: 11.08.2025 bbox=[751, 897, 792, 943]
color-dot bbox=[654, 2360, 667, 2373]
serial-cell: 80. bbox=[789, 913, 834, 948]
entry-row bbox=[789, 878, 1534, 913]
applicant-line1: 1. आवेदन क्र0–940/25 2. आवेदक–रामदेव सिंह , पिता–स्व0 जीतन सिंह bbox=[838, 1955, 1055, 1964]
applicant-line1: 1. आवेदन क्र0–902/25 2. आवेदक–सुनिता देवी, पति–मंजित राम bbox=[838, 263, 1033, 273]
jh-table bbox=[788, 125, 1534, 2141]
serial-cell: 5. bbox=[310, 943, 333, 989]
serial-cell: 73. bbox=[789, 650, 834, 685]
hearing-date-cell: 11.08.2025 bbox=[751, 1497, 792, 1521]
kandika-cell: कंडिका–2(ix) bbox=[1381, 262, 1534, 297]
vehicle-line: Reg no- BR26Z-7136 bbox=[608, 910, 678, 919]
applicant-line1: 1. आवेदन क्र0–937/25 2. आवेदक–एतवा मुंडा , पिता–स्व0 सोमा मुंडा bbox=[838, 1813, 1047, 1823]
kandika-cell: कंडिका–2(ix) bbox=[1381, 1018, 1534, 1054]
applicant-line1: 1. आवेदन क्र0–929/25 2. आवेदक–सोहरी देवी, पति–स्व0 चमारी महतो bbox=[838, 1409, 1053, 1419]
vehicle-line: Reg no- BR45M-4508 bbox=[608, 956, 681, 965]
applicant-line3: 4. लिंग–महिला , आयु–47 वर्ष, पहचान चिन्ह–दायें गाल पर तिल का निशान। bbox=[838, 1764, 1062, 1774]
table-header-cell: उत्पाद अधिहरण वाद संख्या bbox=[333, 733, 395, 759]
article-column bbox=[6, 159, 256, 379]
